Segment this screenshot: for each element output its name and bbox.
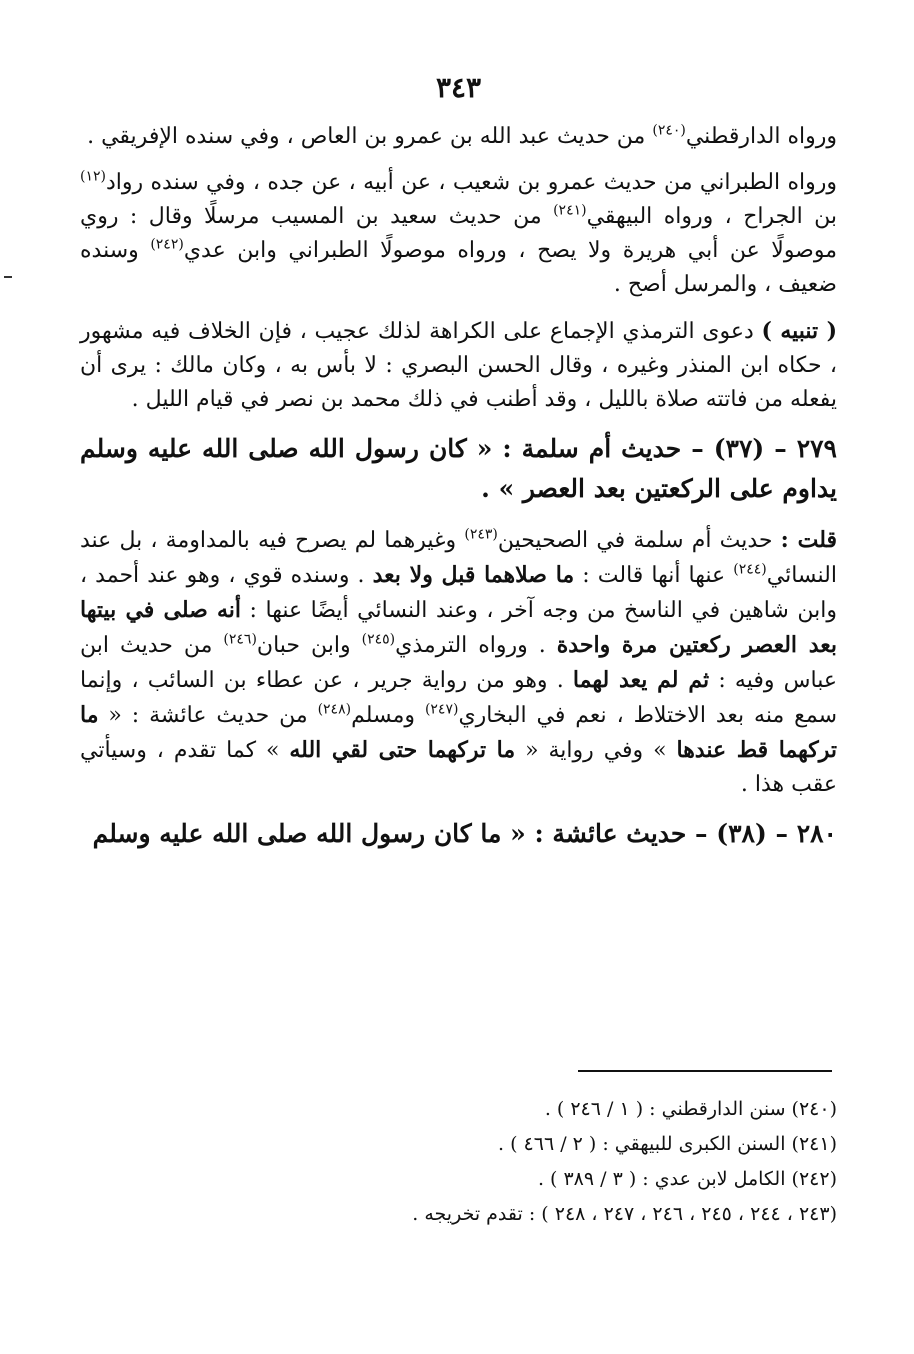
footnote-ref: (٢٤٤) bbox=[733, 561, 767, 578]
text: » كما تقدم ، وسيأتي عقب هذا . bbox=[80, 738, 837, 797]
hadith-heading-279: ٢٧٩ – (٣٧) – حديث أم سلمة : « كان رسول الله صلى الله عليه وسلم يداوم على الركعتين بعد العصر » . bbox=[80, 434, 837, 503]
paragraph-tabarani bbox=[80, 166, 837, 302]
footnote-242: (٢٤٢) الكامل لابن عدي : ( ٣ / ٣٨٩ ) . bbox=[537, 1168, 837, 1190]
footnote-separator bbox=[578, 1070, 832, 1072]
text: » وفي رواية « bbox=[515, 738, 677, 763]
footnotes bbox=[240, 1092, 837, 1232]
text: وغيرهما لم يصرح فيه بالمداومة ، بل عند النسائي bbox=[80, 528, 837, 588]
text: . وهو من رواية جرير ، عن عطاء بن السائب ، وإنما سمع منه بعد الاختلاط ، نعم في البخاري bbox=[80, 668, 838, 728]
text: من حديث عبد الله بن عمرو بن العاص ، وفي سنده الإفريقي . bbox=[87, 124, 653, 149]
text: ورواه الطبراني من حديث عمرو بن شعيب ، عن أبيه ، عن جده ، وفي سنده رواد bbox=[105, 170, 837, 195]
page-number: ٣٤٣ bbox=[435, 71, 482, 104]
text: . ورواه الترمذي bbox=[395, 633, 557, 658]
hadith-heading-280: ٢٨٠ – (٣٨) – حديث عائشة : « ما كان رسول الله صلى الله عليه وسلم bbox=[92, 819, 837, 848]
text: عنها أنها قالت : bbox=[574, 563, 734, 588]
footnote-ref: (٢٤٢) bbox=[150, 236, 184, 253]
text: حديث أم سلمة في الصحيحين bbox=[497, 528, 781, 553]
bold-quote: ما تركهما حتى لقي الله bbox=[289, 737, 516, 763]
footnote-ref: (٢٤٥) bbox=[361, 631, 396, 648]
bold-quote: ما تركهما قط عندها bbox=[80, 702, 837, 763]
text: ومسلم bbox=[351, 703, 425, 728]
footnote-ref: (٢٤٧) bbox=[424, 701, 459, 718]
text: من حديث ابن عباس وفيه : bbox=[80, 633, 838, 693]
footnote-ref: (٢٤٣) bbox=[464, 526, 498, 543]
footnote-ref: (٢٤٦) bbox=[223, 631, 257, 648]
footnote-ref: (١٢) bbox=[80, 168, 106, 185]
footnote-ref: (٢٤٠) bbox=[652, 122, 686, 139]
paragraph-daraqutni bbox=[80, 120, 837, 154]
footnote-240: (٢٤٠) سنن الدارقطني : ( ١ / ٢٤٦ ) . bbox=[544, 1098, 837, 1120]
footnote-243-248: (٢٤٣ ، ٢٤٤ ، ٢٤٥ ، ٢٤٦ ، ٢٤٧ ، ٢٤٨ ) : تقدم تخريجه . bbox=[412, 1203, 837, 1225]
bold-quote: ثم لم يعد لهما bbox=[572, 667, 710, 693]
paragraph-qultu bbox=[80, 523, 837, 802]
bold-quote: أنه صلى في بيتها بعد العصر ركعتين مرة واحدة bbox=[80, 597, 837, 658]
bold-quote: ما صلاهما قبل ولا بعد bbox=[372, 562, 575, 588]
text: . وسنده قوي ، وهو عند أحمد ، وابن شاهين في الناسخ من وجه آخر ، وعند النسائي أيضًا عنها : bbox=[80, 563, 837, 623]
footnote-ref: (٢٤١) bbox=[553, 202, 587, 219]
text: وسنده ضعيف ، والمرسل أصح . bbox=[80, 238, 837, 297]
footnote-241: (٢٤١) السنن الكبرى للبيهقي : ( ٢ / ٤٦٦ ) . bbox=[498, 1133, 837, 1155]
text: دعوى الترمذي الإجماع على الكراهة لذلك عجيب ، فإن الخلاف فيه مشهور ، حكاه ابن المنذر وغيره ، وقال الحسن البصري : لا بأس به ، وكان مالك : يرى أن يفعله من فاتته صلاة بالليل ، وقد أطنب في ذلك محمد بن نصر في قيام الليل . bbox=[80, 319, 837, 412]
note-heading: ( تنبيه ) bbox=[761, 318, 837, 344]
text: من حديث عائشة : « bbox=[98, 703, 318, 728]
paragraph-tanbih bbox=[80, 314, 837, 417]
page-body bbox=[80, 70, 837, 868]
scan-margin-mark bbox=[4, 276, 12, 278]
text: ورواه الدارقطني bbox=[685, 124, 837, 149]
qultu-label: قلت : bbox=[780, 527, 837, 553]
text: بن الجراح ، ورواه البيهقي bbox=[586, 204, 837, 229]
text: من حديث سعيد بن المسيب مرسلًا وقال : روي موصولًا عن أبي هريرة ولا يصح ، ورواه موصولًا الطبراني وابن عدي bbox=[80, 204, 838, 263]
footnote-ref: (٢٤٨) bbox=[317, 701, 352, 718]
text: وابن حبان bbox=[256, 633, 362, 658]
